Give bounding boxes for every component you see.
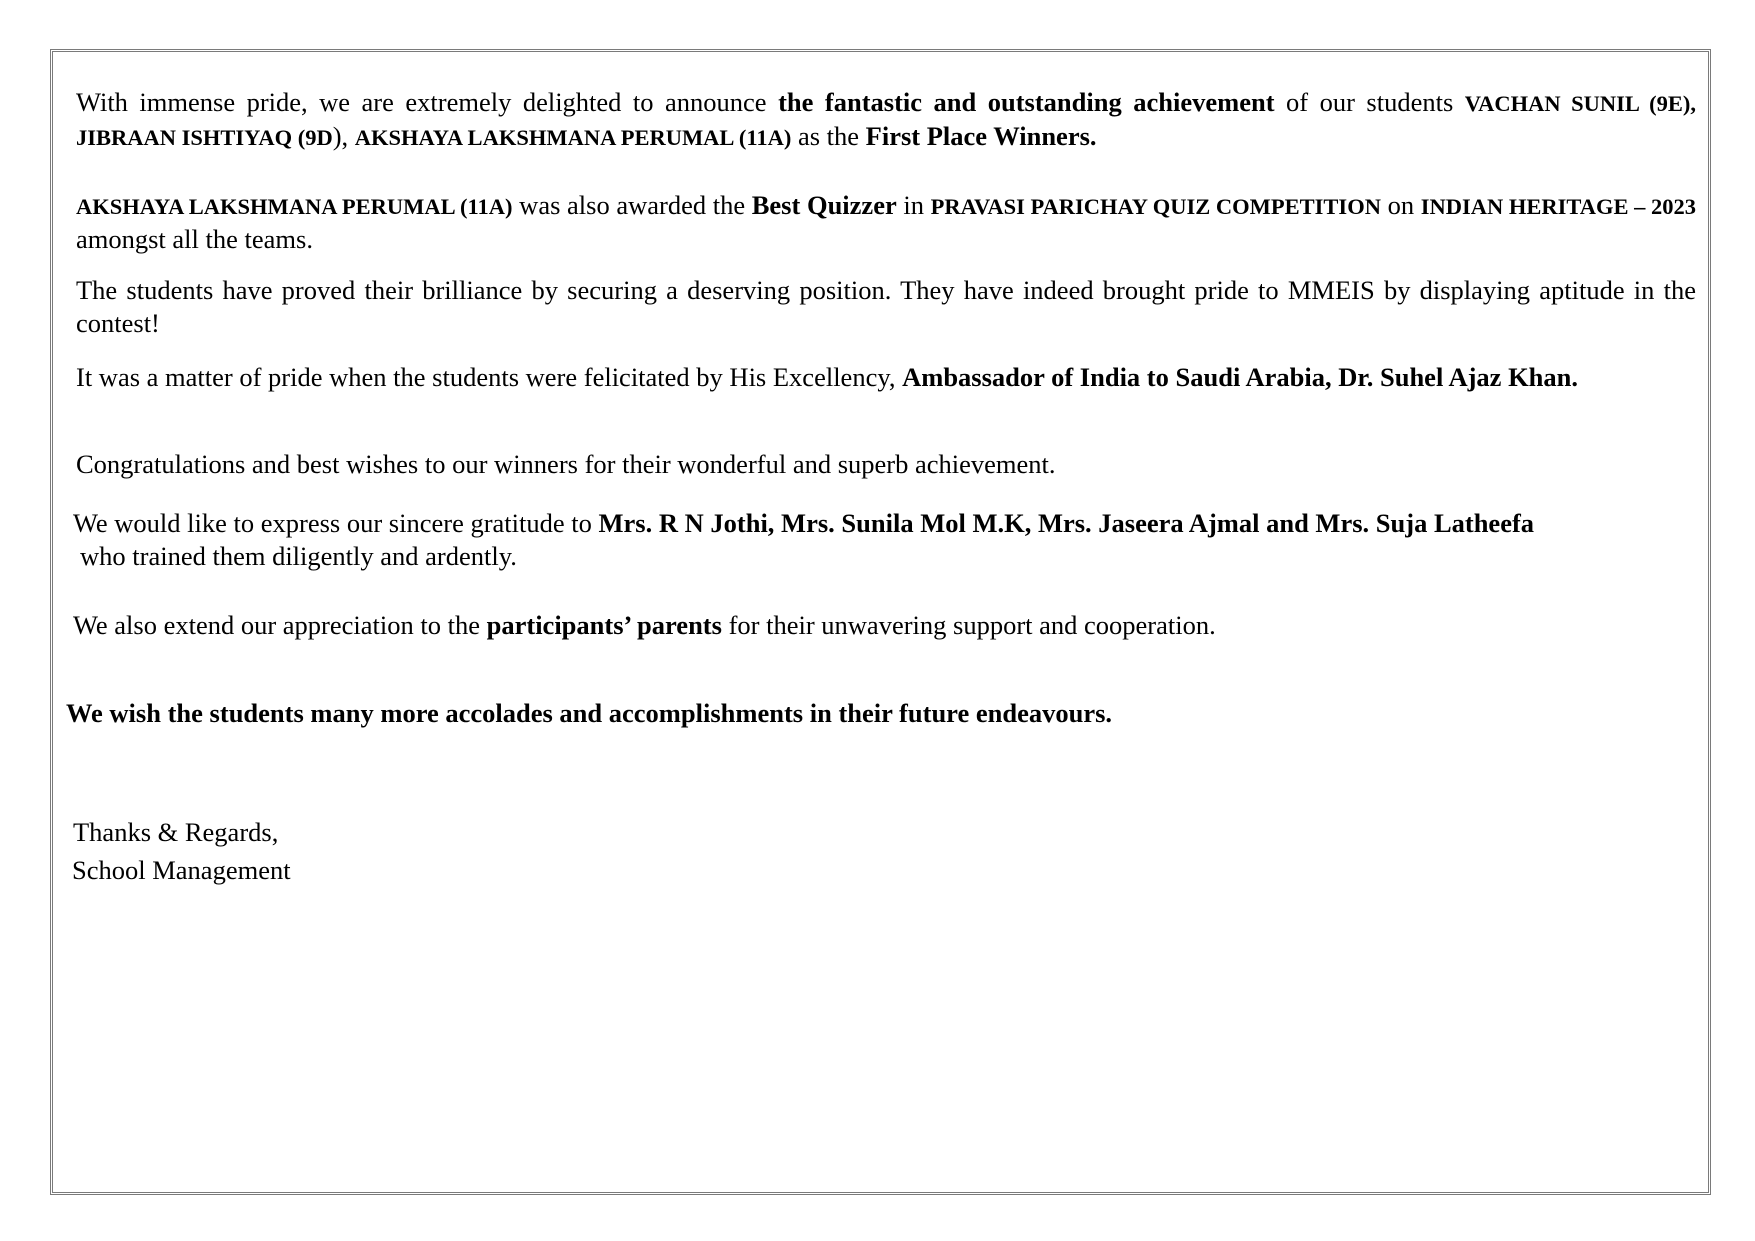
brilliance-paragraph: The students have proved their brilliance by securing a deserving position. They have indeed brought pride to MMEIS by displaying aptitude in the contest! [76, 275, 1696, 338]
congratulations-paragraph: Congratulations and best wishes to our winners for their wonderful and superb achievement. [76, 449, 1056, 479]
gratitude-paragraph: We would like to express our sincere gratitude to Mrs. R N Jothi, Mrs. Sunila Mol M.K, Mrs. Jaseera Ajmal and Mrs. Suja Latheefa [73, 508, 1535, 538]
sign-off: Thanks & Regards, [73, 817, 279, 847]
announcement-paragraph: With immense pride, we are extremely delighted to announce the fantastic and outstanding achievement of our students VACHAN SUNIL (9E), JIBRAAN ISHTIYAQ (9D), AKSHAYA LAKSHMANA PERUMAL (11A) as the First Place Winners. [76, 87, 1697, 151]
gratitude-paragraph-continued: who trained them diligently and ardently. [80, 541, 517, 571]
felicitation-paragraph: It was a matter of pride when the students were felicitated by His Excellency, Ambassador of India to Saudi Arabia, Dr. Suhel Ajaz Khan. [76, 362, 1579, 392]
best-quizzer-paragraph: AKSHAYA LAKSHMANA PERUMAL (11A) was also awarded the Best Quizzer in PRAVASI PARICHAY QUIZ COMPETITION on INDIAN HERITAGE – 2023 amongst all the teams. [76, 190, 1697, 254]
signatory: School Management [72, 855, 291, 885]
closing-wish: We wish the students many more accolades and accomplishments in their future endeavours. [66, 698, 1113, 728]
appreciation-paragraph: We also extend our appreciation to the participants’ parents for their unwavering support and cooperation. [73, 610, 1216, 640]
